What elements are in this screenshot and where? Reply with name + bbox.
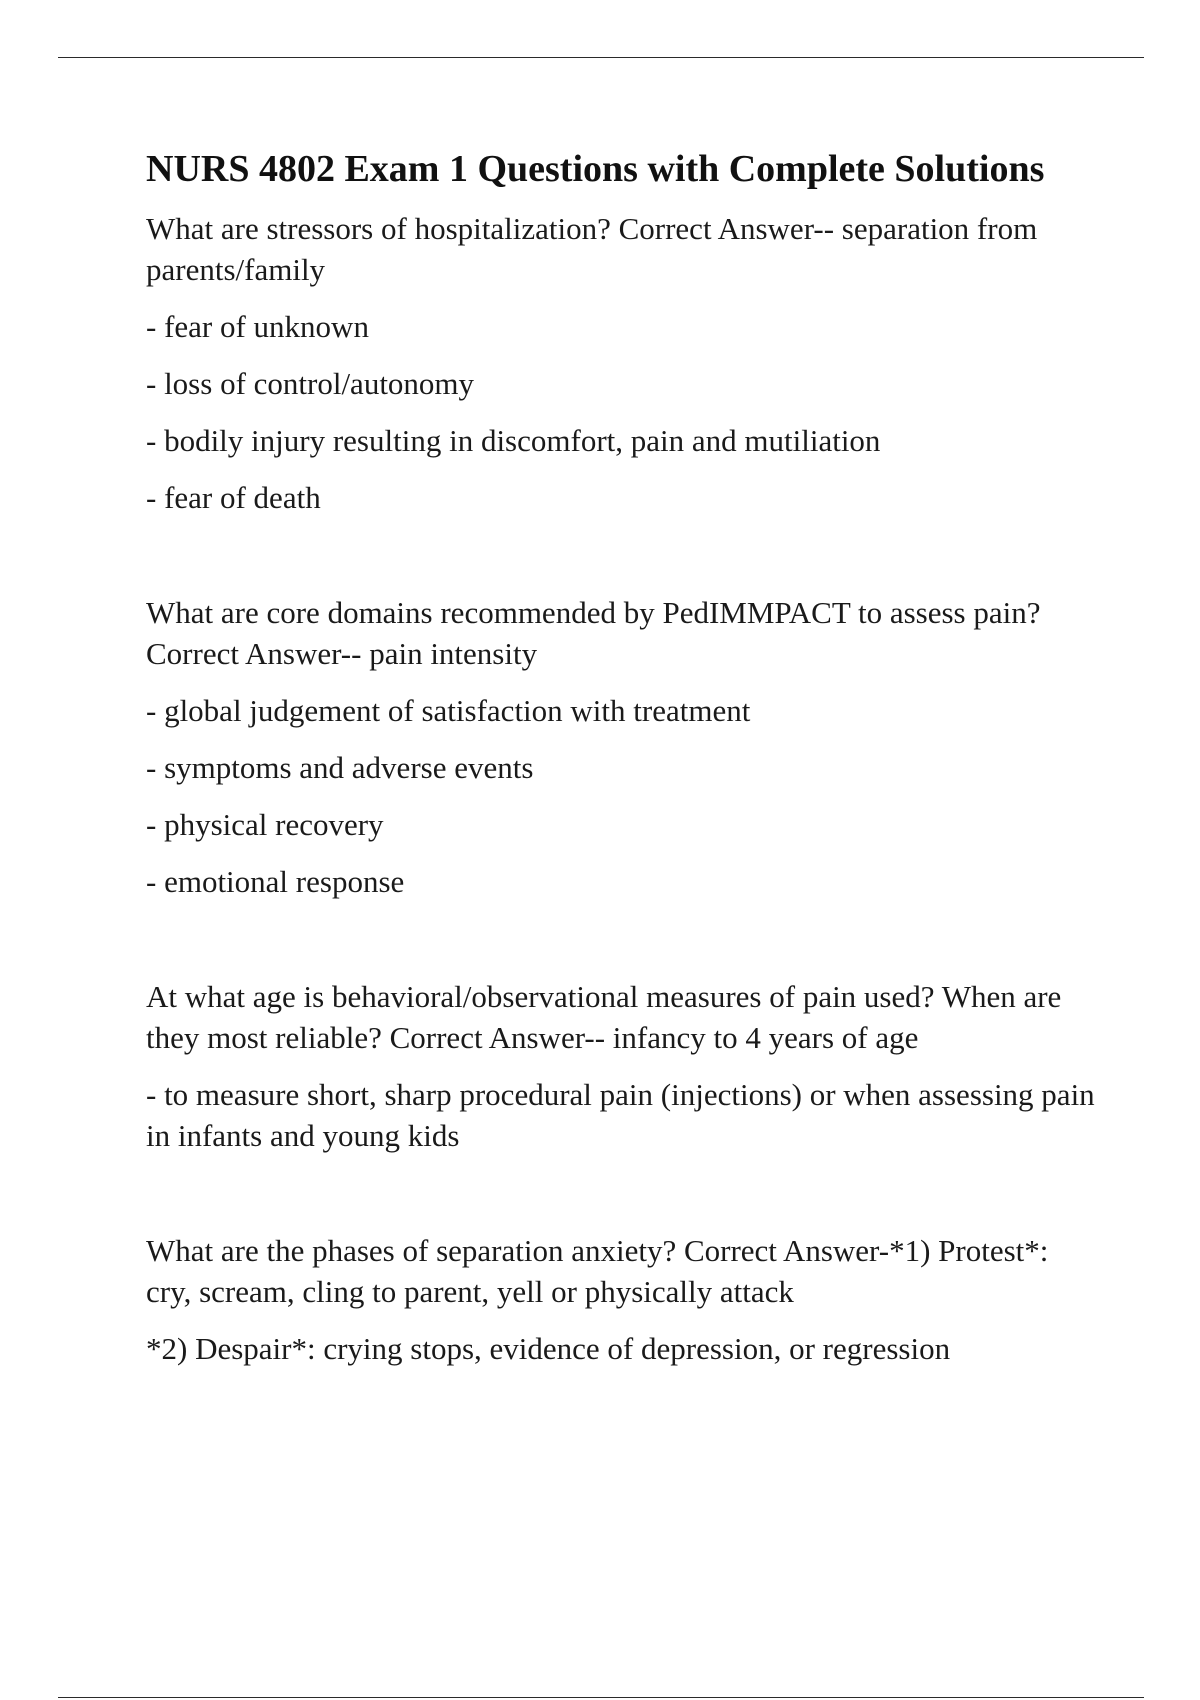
document-title: NURS 4802 Exam 1 Questions with Complete Solutions bbox=[146, 148, 1045, 190]
page-content bbox=[146, 144, 1096, 1385]
answer-item: - physical recovery bbox=[146, 807, 384, 842]
answer-item: - fear of unknown bbox=[146, 309, 369, 344]
answer-item: - symptoms and adverse events bbox=[146, 750, 534, 785]
answer-item: - loss of control/autonomy bbox=[146, 366, 475, 401]
qa-block-pedimmpact bbox=[146, 592, 1096, 902]
question-answer-line: What are stressors of hospitalization? Correct Answer-- separation from parents/family bbox=[146, 211, 1038, 287]
question-answer-line: What are core domains recommended by PedIMMPACT to assess pain? Correct Answer-- pain intensity bbox=[146, 595, 1041, 671]
answer-item: - bodily injury resulting in discomfort, pain and mutiliation bbox=[146, 423, 881, 458]
qa-block-behavioral-measures bbox=[146, 976, 1096, 1156]
qa-block-stressors bbox=[146, 208, 1096, 518]
top-rule bbox=[58, 57, 1144, 58]
qa-block-separation-anxiety bbox=[146, 1230, 1096, 1369]
answer-item: *2) Despair*: crying stops, evidence of depression, or regression bbox=[146, 1331, 951, 1366]
question-answer-line: At what age is behavioral/observational measures of pain used? When are they most reliable? Correct Answer-- infancy to 4 years of age bbox=[146, 979, 1062, 1055]
question-answer-line: What are the phases of separation anxiety? Correct Answer-*1) Protest*: cry, scream, cling to parent, yell or physically attack bbox=[146, 1233, 1049, 1309]
answer-item: - fear of death bbox=[146, 480, 321, 515]
bottom-rule bbox=[58, 1697, 1144, 1698]
answer-item: - emotional response bbox=[146, 864, 405, 899]
answer-item: - global judgement of satisfaction with treatment bbox=[146, 693, 751, 728]
answer-item: - to measure short, sharp procedural pain (injections) or when assessing pain in infants and young kids bbox=[146, 1077, 1095, 1153]
